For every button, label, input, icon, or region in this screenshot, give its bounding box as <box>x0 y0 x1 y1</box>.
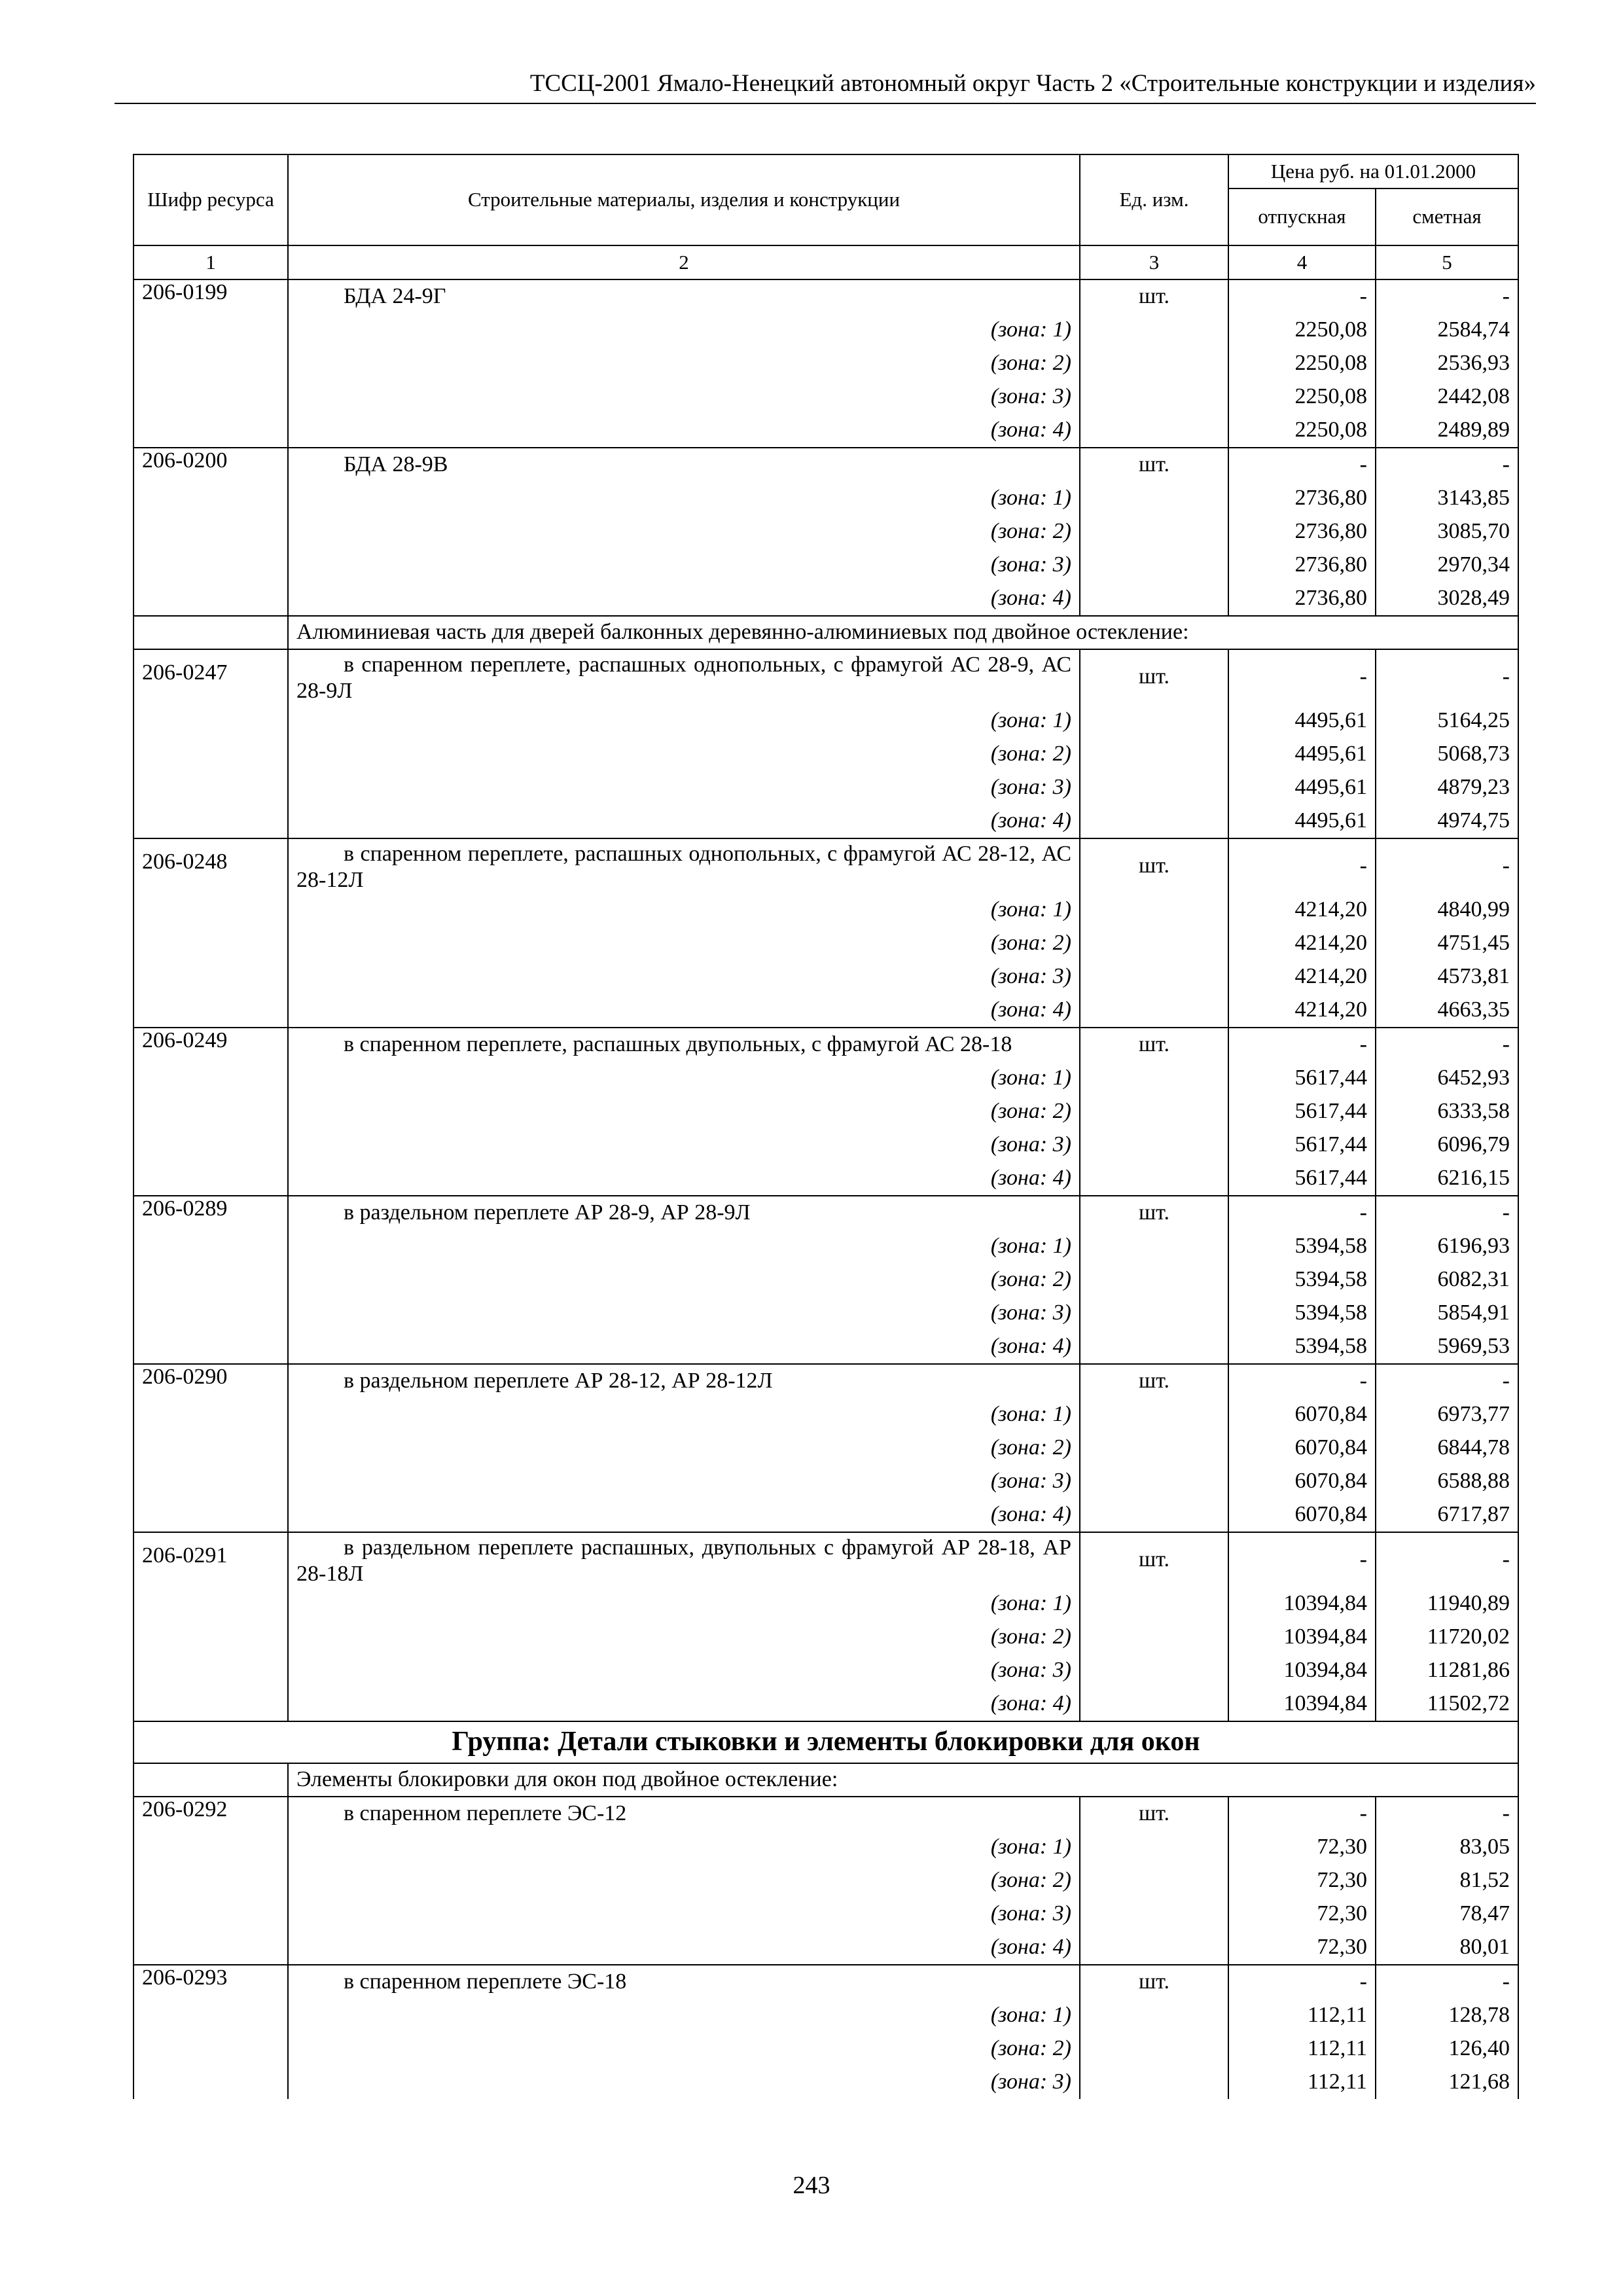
item-name-text: в раздельном переплете АР 28-12, АР 28-12Л <box>344 1369 773 1393</box>
item-name-text: в спаренном переплете, распашных однопольных, с фрамугой АС 28-12, АС 28-12Л <box>296 842 1071 892</box>
zone-label: (зона: 1) <box>288 1062 1080 1095</box>
release-price: 5617,44 <box>1228 1162 1376 1196</box>
estimate-price: - <box>1376 279 1518 314</box>
zone-label: (зона: 3) <box>288 1465 1080 1498</box>
unit <box>1080 1162 1228 1196</box>
zone-label: (зона: 2) <box>288 2032 1080 2066</box>
table-row <box>134 1364 1518 1398</box>
item-name <box>288 1196 1080 1230</box>
estimate-price: 6096,79 <box>1376 1128 1518 1162</box>
release-price: 72,30 <box>1228 1897 1376 1931</box>
release-price: 112,11 <box>1228 2032 1376 2066</box>
zone-row <box>134 1297 1518 1330</box>
unit <box>1080 1587 1228 1621</box>
unit <box>1080 380 1228 414</box>
estimate-price: 11281,86 <box>1376 1654 1518 1687</box>
table-body <box>134 279 1518 2099</box>
col-unit-header: Ед. изм. <box>1080 154 1228 245</box>
zone-label: (зона: 1) <box>288 1398 1080 1431</box>
table-row <box>134 838 1518 893</box>
release-price: - <box>1228 649 1376 704</box>
unit <box>1080 927 1228 960</box>
zone-row <box>134 1330 1518 1364</box>
unit: шт. <box>1080 1196 1228 1230</box>
zone-row <box>134 1687 1518 1721</box>
zone-row <box>134 704 1518 738</box>
zone-row <box>134 1431 1518 1465</box>
zone-label: (зона: 1) <box>288 1230 1080 1263</box>
estimate-price: - <box>1376 1797 1518 1831</box>
estimate-price: 6717,87 <box>1376 1498 1518 1532</box>
zone-row <box>134 804 1518 838</box>
release-price: 2736,80 <box>1228 548 1376 582</box>
resource-code: 206-0247 <box>134 649 288 838</box>
zone-row <box>134 1465 1518 1498</box>
unit <box>1080 804 1228 838</box>
zone-row <box>134 1095 1518 1128</box>
release-price: 2250,08 <box>1228 314 1376 347</box>
estimate-price: 3085,70 <box>1376 515 1518 548</box>
release-price: 4495,61 <box>1228 704 1376 738</box>
unit <box>1080 2066 1228 2099</box>
zone-label: (зона: 4) <box>288 994 1080 1028</box>
zone-label: (зона: 4) <box>288 1498 1080 1532</box>
release-price: 2250,08 <box>1228 380 1376 414</box>
unit <box>1080 771 1228 804</box>
zone-label: (зона: 3) <box>288 1297 1080 1330</box>
unit: шт. <box>1080 448 1228 482</box>
unit: шт. <box>1080 1797 1228 1831</box>
group-row <box>134 1721 1518 1763</box>
estimate-price: 6333,58 <box>1376 1095 1518 1128</box>
zone-label: (зона: 4) <box>288 1687 1080 1721</box>
zone-row <box>134 1398 1518 1431</box>
release-price: 72,30 <box>1228 1864 1376 1897</box>
col-number: 5 <box>1376 245 1518 279</box>
zone-label: (зона: 3) <box>288 2066 1080 2099</box>
zone-row <box>134 1128 1518 1162</box>
unit <box>1080 704 1228 738</box>
unit <box>1080 1931 1228 1965</box>
release-price: 5394,58 <box>1228 1263 1376 1297</box>
resource-code <box>134 616 288 649</box>
unit: шт. <box>1080 1028 1228 1062</box>
zone-row <box>134 1498 1518 1532</box>
estimate-price: 6082,31 <box>1376 1263 1518 1297</box>
unit <box>1080 1230 1228 1263</box>
zone-row <box>134 738 1518 771</box>
zone-label: (зона: 1) <box>288 893 1080 927</box>
subheading: Элементы блокировки для окон под двойное остекление: <box>288 1763 1518 1797</box>
estimate-price: 2970,34 <box>1376 548 1518 582</box>
zone-row <box>134 994 1518 1028</box>
unit: шт. <box>1080 1532 1228 1587</box>
item-name-text: в спаренном переплете, распашных двупольных, с фрамугой АС 28-18 <box>344 1032 1012 1057</box>
zone-row <box>134 347 1518 380</box>
estimate-price: 4573,81 <box>1376 960 1518 994</box>
zone-label: (зона: 4) <box>288 582 1080 616</box>
zone-row <box>134 1831 1518 1864</box>
release-price: 2250,08 <box>1228 347 1376 380</box>
zone-row <box>134 1654 1518 1687</box>
estimate-price: 3028,49 <box>1376 582 1518 616</box>
unit <box>1080 1297 1228 1330</box>
unit <box>1080 1864 1228 1897</box>
item-name <box>288 1797 1080 1831</box>
release-price: - <box>1228 279 1376 314</box>
unit <box>1080 1654 1228 1687</box>
zone-label: (зона: 4) <box>288 804 1080 838</box>
estimate-price: - <box>1376 838 1518 893</box>
item-name <box>288 279 1080 314</box>
estimate-price: 2489,89 <box>1376 414 1518 448</box>
unit <box>1080 1465 1228 1498</box>
release-price: 5617,44 <box>1228 1062 1376 1095</box>
estimate-price: 6216,15 <box>1376 1162 1518 1196</box>
zone-label: (зона: 3) <box>288 1128 1080 1162</box>
item-name-text: в раздельном переплете распашных, двупольных с фрамугой АР 28-18, АР 28-18Л <box>296 1535 1071 1586</box>
resource-code: 206-0293 <box>134 1965 288 2099</box>
release-price: - <box>1228 838 1376 893</box>
item-name <box>288 1028 1080 1062</box>
unit <box>1080 1498 1228 1532</box>
zone-row <box>134 2032 1518 2066</box>
resource-code: 206-0290 <box>134 1364 288 1532</box>
release-price: 4214,20 <box>1228 893 1376 927</box>
zone-label: (зона: 4) <box>288 414 1080 448</box>
release-price: 4214,20 <box>1228 960 1376 994</box>
zone-label: (зона: 2) <box>288 738 1080 771</box>
release-price: 4495,61 <box>1228 738 1376 771</box>
estimate-price: 3143,85 <box>1376 482 1518 515</box>
unit <box>1080 582 1228 616</box>
resource-code: 206-0200 <box>134 448 288 616</box>
release-price: 5617,44 <box>1228 1095 1376 1128</box>
release-price: 4214,20 <box>1228 927 1376 960</box>
col-name-header: Строительные материалы, изделия и конструкции <box>288 154 1080 245</box>
release-price: 2736,80 <box>1228 515 1376 548</box>
unit <box>1080 960 1228 994</box>
table-row <box>134 448 1518 482</box>
zone-row <box>134 1263 1518 1297</box>
zone-label: (зона: 2) <box>288 347 1080 380</box>
zone-row <box>134 771 1518 804</box>
release-price: 10394,84 <box>1228 1621 1376 1654</box>
release-price: 10394,84 <box>1228 1587 1376 1621</box>
zone-row <box>134 414 1518 448</box>
unit: шт. <box>1080 1364 1228 1398</box>
zone-row <box>134 482 1518 515</box>
zone-row <box>134 515 1518 548</box>
col-number: 3 <box>1080 245 1228 279</box>
release-price: 112,11 <box>1228 1999 1376 2032</box>
estimate-price: 121,68 <box>1376 2066 1518 2099</box>
col-number: 4 <box>1228 245 1376 279</box>
estimate-price: 6973,77 <box>1376 1398 1518 1431</box>
estimate-price: 4974,75 <box>1376 804 1518 838</box>
unit <box>1080 1330 1228 1364</box>
estimate-price: - <box>1376 1028 1518 1062</box>
unit <box>1080 414 1228 448</box>
unit <box>1080 1095 1228 1128</box>
resource-code: 206-0249 <box>134 1028 288 1196</box>
col-estimate-header: сметная <box>1376 188 1518 245</box>
release-price: 10394,84 <box>1228 1654 1376 1687</box>
item-name-text: в раздельном переплете АР 28-9, АР 28-9Л <box>344 1200 751 1225</box>
unit <box>1080 1621 1228 1654</box>
release-price: 4495,61 <box>1228 804 1376 838</box>
release-price: 5617,44 <box>1228 1128 1376 1162</box>
resource-code: 206-0199 <box>134 279 288 448</box>
unit <box>1080 1999 1228 2032</box>
zone-label: (зона: 2) <box>288 1263 1080 1297</box>
group-heading: Группа: Детали стыковки и элементы блокировки для окон <box>134 1721 1518 1763</box>
zone-label: (зона: 2) <box>288 1621 1080 1654</box>
col-code-header: Шифр ресурса <box>134 154 288 245</box>
table-header <box>134 154 1518 279</box>
table-row <box>134 1532 1518 1587</box>
estimate-price: 6452,93 <box>1376 1062 1518 1095</box>
unit: шт. <box>1080 838 1228 893</box>
zone-row <box>134 1621 1518 1654</box>
estimate-price: 2536,93 <box>1376 347 1518 380</box>
item-name-text: БДА 28-9В <box>344 452 448 477</box>
zone-label: (зона: 3) <box>288 548 1080 582</box>
estimate-price: 80,01 <box>1376 1931 1518 1965</box>
zone-label: (зона: 2) <box>288 927 1080 960</box>
unit <box>1080 482 1228 515</box>
release-price: 72,30 <box>1228 1931 1376 1965</box>
item-name <box>288 649 1080 704</box>
estimate-price: 6844,78 <box>1376 1431 1518 1465</box>
zone-label: (зона: 4) <box>288 1931 1080 1965</box>
zone-label: (зона: 3) <box>288 380 1080 414</box>
zone-row <box>134 548 1518 582</box>
zone-row <box>134 2066 1518 2099</box>
zone-row <box>134 893 1518 927</box>
zone-row <box>134 1999 1518 2032</box>
zone-row <box>134 1162 1518 1196</box>
zone-row <box>134 380 1518 414</box>
release-price: 2736,80 <box>1228 482 1376 515</box>
unit <box>1080 548 1228 582</box>
release-price: 2736,80 <box>1228 582 1376 616</box>
unit <box>1080 1128 1228 1162</box>
unit <box>1080 1897 1228 1931</box>
unit <box>1080 2032 1228 2066</box>
subheading-row <box>134 1763 1518 1797</box>
unit <box>1080 738 1228 771</box>
release-price: 6070,84 <box>1228 1431 1376 1465</box>
zone-label: (зона: 3) <box>288 771 1080 804</box>
subheading: Алюминиевая часть для дверей балконных деревянно-алюминиевых под двойное остекление: <box>288 616 1518 649</box>
table-row <box>134 1028 1518 1062</box>
unit <box>1080 1263 1228 1297</box>
zone-label: (зона: 2) <box>288 1864 1080 1897</box>
zone-label: (зона: 3) <box>288 960 1080 994</box>
estimate-price: 2442,08 <box>1376 380 1518 414</box>
item-name-text: в спаренном переплете ЭС-12 <box>344 1801 627 1826</box>
zone-row <box>134 1230 1518 1263</box>
unit <box>1080 994 1228 1028</box>
unit <box>1080 347 1228 380</box>
estimate-price: 128,78 <box>1376 1999 1518 2032</box>
estimate-price: - <box>1376 448 1518 482</box>
col-number: 2 <box>288 245 1080 279</box>
zone-row <box>134 1587 1518 1621</box>
unit <box>1080 1062 1228 1095</box>
release-price: 6070,84 <box>1228 1498 1376 1532</box>
zone-row <box>134 1897 1518 1931</box>
subheading-row <box>134 616 1518 649</box>
release-price: - <box>1228 1965 1376 1999</box>
zone-label: (зона: 3) <box>288 1654 1080 1687</box>
release-price: - <box>1228 1028 1376 1062</box>
release-price: - <box>1228 1532 1376 1587</box>
estimate-price: 4840,99 <box>1376 893 1518 927</box>
col-price-group-header: Цена руб. на 01.01.2000 <box>1228 154 1518 188</box>
zone-label: (зона: 3) <box>288 1897 1080 1931</box>
zone-label: (зона: 2) <box>288 1095 1080 1128</box>
unit: шт. <box>1080 649 1228 704</box>
release-price: 5394,58 <box>1228 1297 1376 1330</box>
release-price: 6070,84 <box>1228 1465 1376 1498</box>
estimate-price: - <box>1376 1196 1518 1230</box>
release-price: 2250,08 <box>1228 414 1376 448</box>
zone-row <box>134 1931 1518 1965</box>
resource-code: 206-0291 <box>134 1532 288 1721</box>
estimate-price: - <box>1376 1364 1518 1398</box>
col-release-header: отпускная <box>1228 188 1376 245</box>
release-price: - <box>1228 1364 1376 1398</box>
estimate-price: 78,47 <box>1376 1897 1518 1931</box>
item-name-text: в спаренном переплете, распашных однопольных, с фрамугой АС 28-9, АС 28-9Л <box>296 653 1071 703</box>
estimate-price: 5854,91 <box>1376 1297 1518 1330</box>
item-name-text: в спаренном переплете ЭС-18 <box>344 1969 627 1994</box>
table-row <box>134 1797 1518 1831</box>
estimate-price: 126,40 <box>1376 2032 1518 2066</box>
estimate-price: 5068,73 <box>1376 738 1518 771</box>
zone-row <box>134 927 1518 960</box>
release-price: 72,30 <box>1228 1831 1376 1864</box>
table-row <box>134 279 1518 314</box>
page-number: 243 <box>793 2172 830 2199</box>
zone-row <box>134 1864 1518 1897</box>
zone-row <box>134 1062 1518 1095</box>
unit <box>1080 893 1228 927</box>
item-name-text: БДА 24-9Г <box>344 284 446 309</box>
unit <box>1080 515 1228 548</box>
unit <box>1080 1831 1228 1864</box>
estimate-price: 11720,02 <box>1376 1621 1518 1654</box>
estimate-price: 4879,23 <box>1376 771 1518 804</box>
zone-label: (зона: 4) <box>288 1162 1080 1196</box>
item-name <box>288 1965 1080 1999</box>
estimate-price: 4751,45 <box>1376 927 1518 960</box>
release-price: 6070,84 <box>1228 1398 1376 1431</box>
zone-label: (зона: 4) <box>288 1330 1080 1364</box>
resource-code <box>134 1763 288 1797</box>
zone-row <box>134 960 1518 994</box>
zone-label: (зона: 1) <box>288 482 1080 515</box>
release-price: - <box>1228 1196 1376 1230</box>
estimate-price: 4663,35 <box>1376 994 1518 1028</box>
item-name <box>288 1364 1080 1398</box>
item-name <box>288 838 1080 893</box>
release-price: - <box>1228 448 1376 482</box>
unit: шт. <box>1080 1965 1228 1999</box>
release-price: 4495,61 <box>1228 771 1376 804</box>
unit: шт. <box>1080 279 1228 314</box>
zone-label: (зона: 2) <box>288 515 1080 548</box>
unit <box>1080 1398 1228 1431</box>
estimate-price: - <box>1376 1965 1518 1999</box>
estimate-price: 83,05 <box>1376 1831 1518 1864</box>
table-row <box>134 1965 1518 1999</box>
zone-label: (зона: 2) <box>288 1431 1080 1465</box>
estimate-price: 11502,72 <box>1376 1687 1518 1721</box>
estimate-price: 6588,88 <box>1376 1465 1518 1498</box>
table-row <box>134 649 1518 704</box>
unit <box>1080 1687 1228 1721</box>
running-header: ТССЦ-2001 Ямало-Ненецкий автономный округ Часть 2 «Строительные конструкции и изделия» <box>115 69 1536 104</box>
zone-label: (зона: 1) <box>288 314 1080 347</box>
resource-code: 206-0292 <box>134 1797 288 1965</box>
release-price: 4214,20 <box>1228 994 1376 1028</box>
release-price: - <box>1228 1797 1376 1831</box>
estimate-price: 5164,25 <box>1376 704 1518 738</box>
zone-label: (зона: 1) <box>288 1999 1080 2032</box>
estimate-price: 5969,53 <box>1376 1330 1518 1364</box>
estimate-price: - <box>1376 1532 1518 1587</box>
resource-code: 206-0248 <box>134 838 288 1028</box>
table-row <box>134 1196 1518 1230</box>
release-price: 5394,58 <box>1228 1330 1376 1364</box>
zone-label: (зона: 1) <box>288 1587 1080 1621</box>
release-price: 112,11 <box>1228 2066 1376 2099</box>
estimate-price: - <box>1376 649 1518 704</box>
zone-label: (зона: 1) <box>288 704 1080 738</box>
zone-row <box>134 582 1518 616</box>
estimate-price: 81,52 <box>1376 1864 1518 1897</box>
release-price: 5394,58 <box>1228 1230 1376 1263</box>
estimate-price: 6196,93 <box>1376 1230 1518 1263</box>
col-number: 1 <box>134 245 288 279</box>
estimate-price: 11940,89 <box>1376 1587 1518 1621</box>
unit <box>1080 314 1228 347</box>
item-name <box>288 1532 1080 1587</box>
unit <box>1080 1431 1228 1465</box>
estimate-price: 2584,74 <box>1376 314 1518 347</box>
item-name <box>288 448 1080 482</box>
zone-row <box>134 314 1518 347</box>
price-table <box>133 154 1519 2099</box>
release-price: 10394,84 <box>1228 1687 1376 1721</box>
resource-code: 206-0289 <box>134 1196 288 1364</box>
zone-label: (зона: 1) <box>288 1831 1080 1864</box>
